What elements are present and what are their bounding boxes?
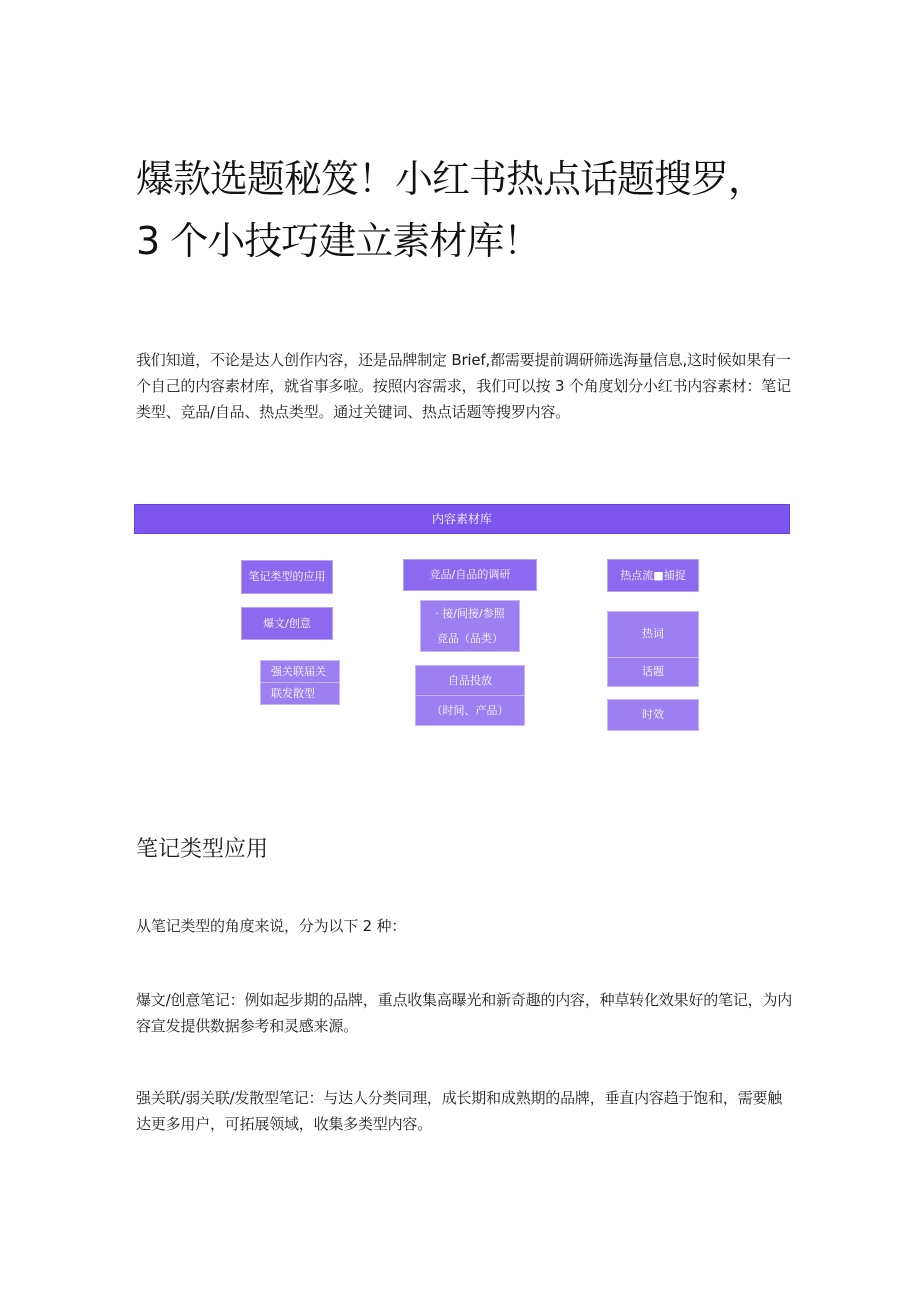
intro-paragraph: 我们知道，不论是达人创作内容，还是品牌制定 Brief,都需要提前调研筛选海量信息,这时候如果有一个自己的内容素材库，就省事多啦。按照内容需求，我们可以按 3 个角度划分小红书内容素材：笔记类型、竞品/自品、热点类型。通过关键词、热点话题等搜罗内容。 bbox=[136, 351, 791, 421]
diagram-col1-item1: 爆文/创意 bbox=[241, 607, 333, 640]
diagram-col1-item2-line2: 联发散型 bbox=[261, 682, 339, 704]
diagram-root: 内容素材库 bbox=[134, 504, 790, 534]
diagram-col2-header: 竞品/自品的调研 bbox=[403, 559, 537, 591]
diagram-col1-header: 笔记类型的应用 bbox=[241, 560, 333, 594]
section-paragraph-2: 爆文/创意笔记：例如起步期的品牌，重点收集高曝光和新奇趣的内容，种草转化效果好的笔记，为内容宣发提供数据参考和灵感来源。 bbox=[136, 991, 793, 1035]
section-heading: 笔记类型应用 bbox=[136, 837, 269, 862]
section-paragraph-3: 强关联/弱关联/发散型笔记：与达人分类同理，成长期和成熟期的品牌，垂直内容趋于饱和，需要触达更多用户，可拓展领域，收集多类型内容。 bbox=[136, 1089, 783, 1133]
diagram-col3-header: 热点流■捕捉 bbox=[607, 559, 699, 592]
section-paragraph-1: 从笔记类型的角度来说，分为以下 2 种： bbox=[136, 917, 407, 935]
diagram-col2-item2-line2: （时间、产品） bbox=[416, 695, 524, 725]
page-title-line-2: 3 个小技巧建立素材库！ bbox=[136, 219, 541, 263]
diagram-col1-item2 bbox=[260, 660, 340, 705]
diagram-col2-item1-line2: 竞品（品类） bbox=[437, 631, 503, 645]
diagram-col3-item1-line2: 话题 bbox=[608, 657, 698, 686]
diagram-col2-item2 bbox=[415, 665, 525, 726]
diagram-col2-item1 bbox=[420, 600, 520, 652]
diagram-col3-item1-line1: 热词 bbox=[642, 627, 664, 641]
diagram-col1-item2-line1: 强关联届关 bbox=[271, 664, 326, 678]
diagram-col2-item2-line1: 自品投放 bbox=[448, 673, 492, 687]
diagram-col3-item1 bbox=[607, 611, 699, 687]
diagram-col2-item1-line1: · 接/间接/参照 bbox=[435, 606, 505, 620]
page-title-line-1: 爆款选题秘笈！小红书热点话题搜罗， bbox=[136, 157, 766, 201]
diagram-col3-item2: 时效 bbox=[607, 699, 699, 731]
